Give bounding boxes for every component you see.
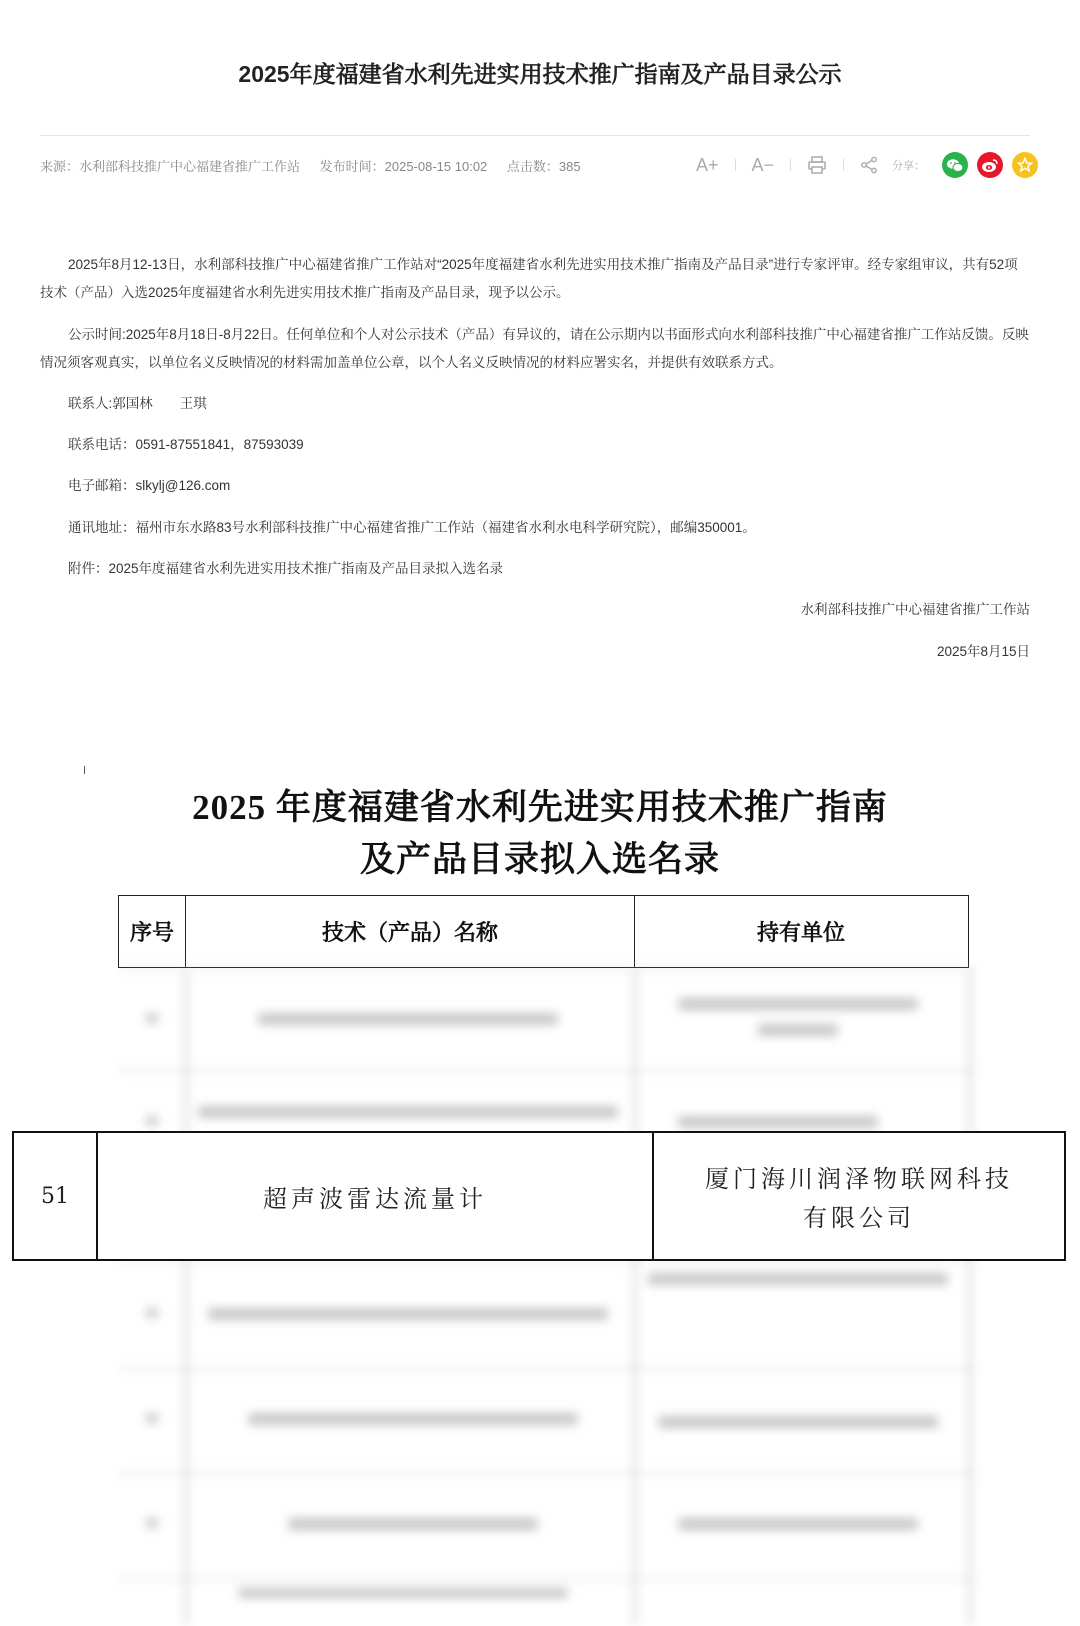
font-larger-button[interactable]: A+ xyxy=(696,154,719,175)
source-text: 来源：水利部科技推广中心福建省推广工作站 xyxy=(40,159,301,174)
stray-mark xyxy=(84,766,85,774)
share-label: 分享： xyxy=(892,160,926,172)
toolbar-divider xyxy=(843,159,844,171)
weibo-icon[interactable] xyxy=(977,152,1003,178)
table-header-row xyxy=(118,895,969,968)
title-divider xyxy=(40,135,1030,136)
document-title-line2: 及产品目录拟入选名录 xyxy=(359,840,720,879)
header-serial: 序号 xyxy=(119,896,186,967)
notice-paragraph: 公示时间:2025年8月18日-8月22日。任何单位和个人对公示技术（产品）有异议的，请在公示期内以书面形式向水利部科技推广中心福建省推广工作站反馈。反映情况须客观真实，以单位名义反映情况的材料需加盖单位公章，以个人名义反映情况的材料应署实名，并提供有效联系方式。 xyxy=(40,327,1029,370)
contact-person: 联系人:郭国林 王琪 xyxy=(68,396,207,411)
header-holder: 持有单位 xyxy=(756,921,845,946)
article-title: 2025年度福建省水利先进实用技术推广指南及产品目录公示 xyxy=(238,61,842,87)
contact-email: 电子邮箱：slkylj@126.com xyxy=(68,478,231,493)
intro-paragraph: 2025年8月12-13日，水利部科技推广中心福建省推广工作站对“2025年度福建省水利先进实用技术推广指南及产品目录”进行专家评审。经专家组审议，共有52项技术（产品）入选2025年度福建省水利先进实用技术推广指南及产品目录，现予以公示。 xyxy=(40,257,1018,300)
attachment-note: 附件：2025年度福建省水利先进实用技术推广指南及产品目录拟入选名录 xyxy=(68,561,504,576)
signature: 水利部科技推广中心福建省推广工作站 xyxy=(800,602,1030,617)
click-count: 点击数：385 xyxy=(506,159,581,174)
row-holder-line1: 厦门海川润泽物联网科技 xyxy=(705,1165,1013,1193)
row-serial: 51 xyxy=(14,1133,98,1259)
toolbar-divider xyxy=(790,159,791,171)
document-title-line1: 2025 年度福建省水利先进实用技术推广指南 xyxy=(192,788,888,827)
toolbar-divider xyxy=(735,159,736,171)
row-holder xyxy=(654,1133,1064,1259)
row-holder-line2: 有限公司 xyxy=(803,1204,915,1232)
row-tech-name: 超声波雷达流量计 xyxy=(98,1133,654,1259)
star-icon[interactable] xyxy=(1012,152,1038,178)
contact-address: 通讯地址：福州市东水路83号水利部科技推广中心福建省推广工作站（福建省水利水电科学研究院），邮编350001。 xyxy=(68,520,756,535)
publish-time: 发布时间：2025-08-15 10:02 xyxy=(319,159,488,174)
font-smaller-button[interactable]: A− xyxy=(751,154,775,175)
header-tech-name: 技术（产品）名称 xyxy=(186,896,635,967)
share-icon[interactable] xyxy=(860,156,878,174)
article-meta xyxy=(40,156,597,175)
blurred-table-rows xyxy=(118,968,974,1626)
print-icon[interactable] xyxy=(807,156,827,174)
contact-phone: 联系电话：0591-87551841，87593039 xyxy=(68,437,304,452)
highlighted-table-row xyxy=(12,1131,1066,1261)
article-toolbar xyxy=(696,150,1038,180)
signature-date: 2025年8月15日 xyxy=(936,644,1030,659)
wechat-icon[interactable] xyxy=(942,152,968,178)
